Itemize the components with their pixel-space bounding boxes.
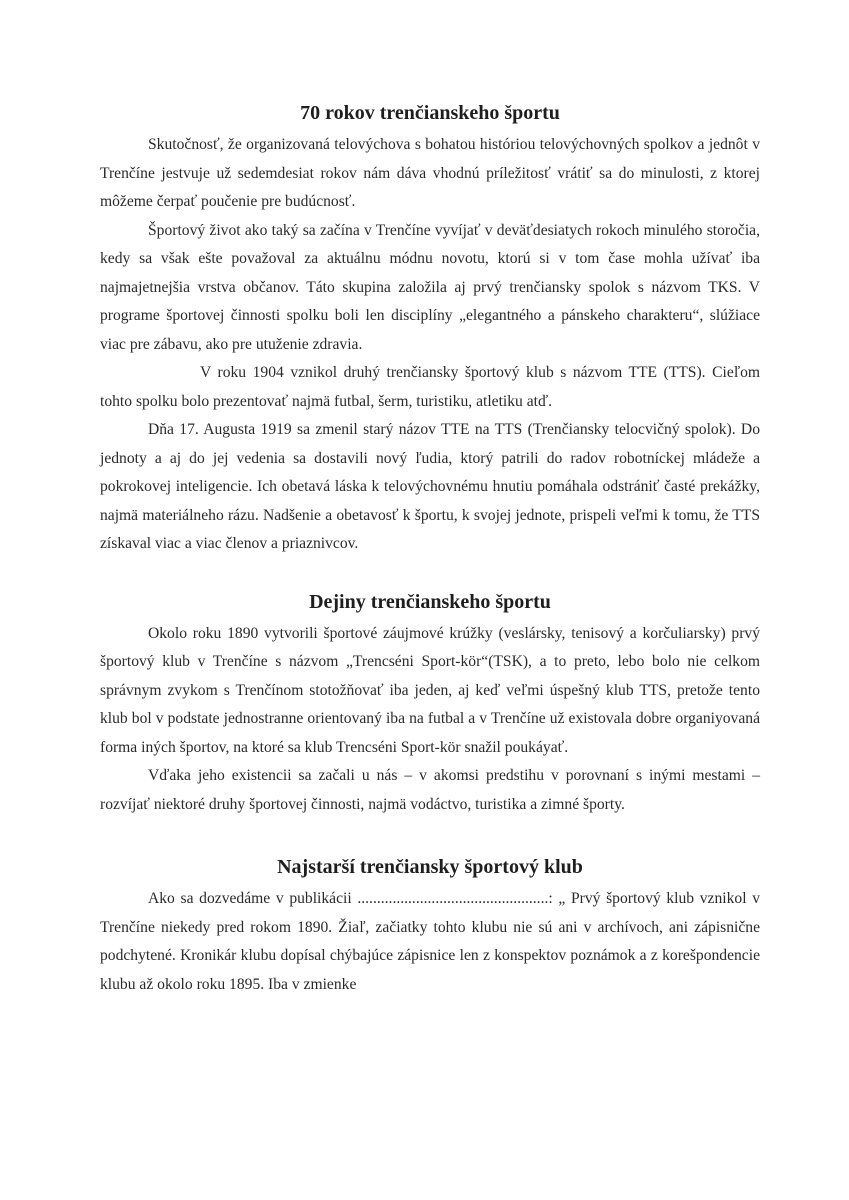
paragraph: V roku 1904 vznikol druhý trenčiansky športový klub s názvom TTE (TTS). Cieľom tohto spolku bolo prezentovať najmä futbal, šerm, turistiku, atletiku atď. (100, 364, 760, 410)
paragraph: Športový život ako taký sa začína v Trenčíne vyvíjať v deväťdesiatych rokoch minulého storočia, kedy sa však ešte považoval za aktuálnu módnu novotu, ktorú si v tom čase mohla užívať iba najmajetnejšia vrstva občanov. Táto skupina založila aj prvý trenčiansky spolok s názvom TKS. V programe športovej činnosti spolku boli len disciplíny „elegantného a pánskeho charakteru“, slúžiace viac pre zábavu, ako pre utuženie zdravia. (100, 221, 760, 353)
paragraph: Ako sa dozvedáme v publikácii .................................................: „ Prvý športový klub vznikol v Trenčíne niekedy pred rokom 1890. Žiaľ, začiatky tohto klubu nie sú ani v archívoch, ani zápisnične podchytené. Kronikár klubu dopísal chýbajúce zápisnice len z konspektov poznámok a z korešpondencie klubu až okolo roku 1895. Iba v zmienke (100, 890, 760, 993)
paragraph: Okolo roku 1890 vytvorili športové záujmové krúžky (veslársky, tenisový a korčuliarsky) prvý športový klub v Trenčíne s názvom „Trencséni Sport-kör“(TSK), a to preto, lebo bolo nie celkom správnym zvykom s Trenčínom stotožňovať iba jeden, aj keď veľmi úspešný klub TTS, pretože tento klub bol v podstate jednostranne orientovaný iba na futbal a v Trenčíne už existovala dobre organiyovaná forma iných športov, na ktoré sa klub Trencséni Sport-kör snažil poukáyať. (100, 624, 760, 756)
paragraph: Dňa 17. Augusta 1919 sa zmenil starý názov TTE na TTS (Trenčiansky telocvičný spolok). Do jednoty a aj do jej vedenia sa dostavili nový ľudia, ktorý patrili do radov robotníckej mládeže a pokrokovej inteligencie. Ich obetavá láska k telovýchovnému hnutiu pomáhala odstrániť časté prekážky, najmä materiálneho rázu. Nadšenie a obetavosť k športu, k svojej jednote, prispeli veľmi k tomu, že TTS získaval viac a viac členov a priaznivcov. (100, 421, 760, 552)
paragraph: Skutočnosť, že organizovaná telovýchova s bohatou históriou telovýchovných spolkov a jednôt v Trenčíne jestvuje už sedemdesiat rokov nám dáva vhodnú príležitosť vrátiť sa do minulosti, z ktorej môžeme čerpať poučenie pre budúcnosť. (100, 136, 760, 210)
section-title-dejiny: Dejiny trenčianskeho športu (309, 590, 551, 613)
section-title-najstarsi-klub: Najstarší trenčiansky športový klub (277, 856, 583, 878)
paragraph: Vďaka jeho existencii sa začali u nás – v akomsi predstihu v porovnaní s inými mestami – rozvíjať niektoré druhy športovej činnosti, najmä vodáctvo, turistika a zimné športy. (100, 767, 760, 813)
section-title-70-rokov: 70 rokov trenčianskeho športu (300, 102, 560, 124)
document-content (100, 100, 760, 999)
